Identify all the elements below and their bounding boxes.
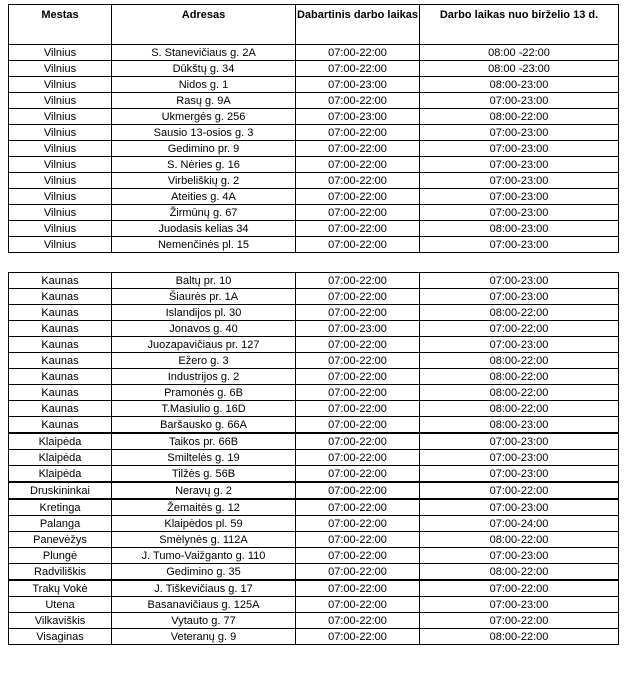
cell-new-hours: 08:00-22:00 (420, 629, 619, 645)
cell-address: Islandijos pl. 30 (112, 305, 296, 321)
cell-new-hours: 07:00-23:00 (420, 337, 619, 353)
cell-new-hours: 08:00-22:00 (420, 401, 619, 417)
cell-address: Ežero g. 3 (112, 353, 296, 369)
cell-new-hours: 07:00-23:00 (420, 450, 619, 466)
table-row (9, 466, 619, 483)
table-row (9, 77, 619, 93)
cell-new-hours: 07:00-23:00 (420, 237, 619, 253)
table-row (9, 189, 619, 205)
cell-address: Vytauto g. 77 (112, 613, 296, 629)
cell-address: Pramonės g. 6B (112, 385, 296, 401)
cell-new-hours: 07:00-23:00 (420, 173, 619, 189)
cell-city: Klaipėda (9, 433, 112, 450)
cell-new-hours: 07:00-22:00 (420, 482, 619, 499)
cell-current-hours: 07:00-22:00 (296, 157, 420, 173)
header-city: Mestas (9, 5, 112, 45)
cell-city: Kaunas (9, 385, 112, 401)
cell-city: Kaunas (9, 321, 112, 337)
cell-address: Žemaitės g. 12 (112, 499, 296, 516)
table-row (9, 61, 619, 77)
cell-current-hours: 07:00-22:00 (296, 613, 420, 629)
cell-city: Plungė (9, 548, 112, 564)
table-row (9, 205, 619, 221)
cell-new-hours: 07:00-23:00 (420, 205, 619, 221)
cell-current-hours: 07:00-22:00 (296, 205, 420, 221)
table-row (9, 597, 619, 613)
cell-address: Rasų g. 9A (112, 93, 296, 109)
cell-current-hours: 07:00-22:00 (296, 417, 420, 434)
cell-address: Tilžės g. 56B (112, 466, 296, 483)
cell-new-hours: 08:00-22:00 (420, 305, 619, 321)
cell-current-hours: 07:00-22:00 (296, 564, 420, 581)
cell-city: Klaipėda (9, 466, 112, 483)
cell-city: Vilnius (9, 61, 112, 77)
cell-new-hours: 07:00-23:00 (420, 548, 619, 564)
cell-city: Vilkaviškis (9, 613, 112, 629)
cell-address: S. Nėries g. 16 (112, 157, 296, 173)
cell-city: Visaginas (9, 629, 112, 645)
table-row (9, 337, 619, 353)
table-row (9, 482, 619, 499)
table-row (9, 125, 619, 141)
cell-city: Klaipėda (9, 450, 112, 466)
cell-new-hours: 08:00-23:00 (420, 77, 619, 93)
cell-new-hours: 07:00-23:00 (420, 597, 619, 613)
cell-new-hours: 07:00-22:00 (420, 580, 619, 597)
table-row (9, 237, 619, 253)
table-row (9, 548, 619, 564)
cell-new-hours: 07:00-23:00 (420, 125, 619, 141)
cell-new-hours: 08:00 -22:00 (420, 45, 619, 61)
table-row (9, 564, 619, 581)
cell-current-hours: 07:00-22:00 (296, 289, 420, 305)
cell-address: Basanavičiaus g. 125A (112, 597, 296, 613)
cell-city: Vilnius (9, 189, 112, 205)
cell-address: Jonavos g. 40 (112, 321, 296, 337)
cell-city: Vilnius (9, 157, 112, 173)
spacer-cell (9, 253, 619, 273)
cell-new-hours: 07:00-23:00 (420, 499, 619, 516)
cell-current-hours: 07:00-22:00 (296, 516, 420, 532)
cell-city: Panevėžys (9, 532, 112, 548)
cell-city: Vilnius (9, 125, 112, 141)
cell-city: Vilnius (9, 93, 112, 109)
table-row (9, 93, 619, 109)
cell-current-hours: 07:00-22:00 (296, 45, 420, 61)
cell-new-hours: 07:00-23:00 (420, 433, 619, 450)
group-spacer (9, 253, 619, 273)
header-new-hours: Darbo laikas nuo birželio 13 d. (420, 5, 619, 45)
cell-city: Vilnius (9, 109, 112, 125)
cell-new-hours: 07:00-22:00 (420, 321, 619, 337)
table-row (9, 321, 619, 337)
cell-address: Veteranų g. 9 (112, 629, 296, 645)
cell-new-hours: 07:00-23:00 (420, 141, 619, 157)
cell-address: Dūkštų g. 34 (112, 61, 296, 77)
cell-address: Žirmūnų g. 67 (112, 205, 296, 221)
table-row (9, 385, 619, 401)
cell-city: Kaunas (9, 273, 112, 289)
cell-city: Vilnius (9, 77, 112, 93)
cell-current-hours: 07:00-22:00 (296, 221, 420, 237)
cell-city: Vilnius (9, 141, 112, 157)
cell-current-hours: 07:00-22:00 (296, 189, 420, 205)
cell-address: Gedimino pr. 9 (112, 141, 296, 157)
cell-address: Smėlynės g. 112A (112, 532, 296, 548)
table-row (9, 613, 619, 629)
cell-current-hours: 07:00-22:00 (296, 141, 420, 157)
cell-new-hours: 08:00-22:00 (420, 564, 619, 581)
cell-address: Baltų pr. 10 (112, 273, 296, 289)
cell-city: Kaunas (9, 369, 112, 385)
cell-address: T.Masiulio g. 16D (112, 401, 296, 417)
cell-city: Vilnius (9, 205, 112, 221)
cell-address: Sausio 13-osios g. 3 (112, 125, 296, 141)
table-row (9, 273, 619, 289)
cell-current-hours: 07:00-22:00 (296, 237, 420, 253)
cell-city: Kaunas (9, 401, 112, 417)
cell-current-hours: 07:00-22:00 (296, 61, 420, 77)
cell-new-hours: 08:00-22:00 (420, 369, 619, 385)
cell-current-hours: 07:00-22:00 (296, 401, 420, 417)
cell-city: Radviliškis (9, 564, 112, 581)
cell-address: Smiltelės g. 19 (112, 450, 296, 466)
cell-new-hours: 08:00-23:00 (420, 417, 619, 434)
table-row (9, 305, 619, 321)
cell-current-hours: 07:00-22:00 (296, 273, 420, 289)
cell-address: Nidos g. 1 (112, 77, 296, 93)
cell-address: Klaipėdos pl. 59 (112, 516, 296, 532)
cell-address: Nemenčinės pl. 15 (112, 237, 296, 253)
cell-current-hours: 07:00-22:00 (296, 353, 420, 369)
cell-city: Kaunas (9, 353, 112, 369)
cell-city: Trakų Vokė (9, 580, 112, 597)
cell-current-hours: 07:00-22:00 (296, 125, 420, 141)
cell-city: Vilnius (9, 221, 112, 237)
table-row (9, 532, 619, 548)
cell-address: Ukmergės g. 256 (112, 109, 296, 125)
table-row (9, 417, 619, 434)
cell-city: Kaunas (9, 289, 112, 305)
table-row (9, 401, 619, 417)
cell-current-hours: 07:00-23:00 (296, 77, 420, 93)
cell-city: Kaunas (9, 305, 112, 321)
cell-new-hours: 07:00-23:00 (420, 157, 619, 173)
cell-city: Kaunas (9, 417, 112, 434)
cell-new-hours: 07:00-23:00 (420, 93, 619, 109)
cell-city: Utena (9, 597, 112, 613)
schedule-document (8, 4, 618, 645)
table-row (9, 141, 619, 157)
cell-new-hours: 08:00-22:00 (420, 353, 619, 369)
table-row (9, 353, 619, 369)
cell-address: Gedimino g. 35 (112, 564, 296, 581)
cell-new-hours: 08:00-22:00 (420, 532, 619, 548)
cell-current-hours: 07:00-22:00 (296, 369, 420, 385)
cell-city: Kaunas (9, 337, 112, 353)
cell-city: Kretinga (9, 499, 112, 516)
cell-city: Palanga (9, 516, 112, 532)
header-current-hours: Dabartinis darbo laikas (296, 5, 420, 45)
cell-new-hours: 07:00-23:00 (420, 189, 619, 205)
cell-address: J. Tiškevičiaus g. 17 (112, 580, 296, 597)
cell-current-hours: 07:00-22:00 (296, 629, 420, 645)
cell-new-hours: 07:00-24:00 (420, 516, 619, 532)
table-row (9, 157, 619, 173)
cell-current-hours: 07:00-22:00 (296, 433, 420, 450)
cell-current-hours: 07:00-22:00 (296, 532, 420, 548)
store-hours-table (8, 4, 619, 645)
cell-current-hours: 07:00-22:00 (296, 499, 420, 516)
cell-current-hours: 07:00-22:00 (296, 93, 420, 109)
cell-city: Vilnius (9, 45, 112, 61)
cell-new-hours: 08:00-22:00 (420, 109, 619, 125)
cell-address: Industrijos g. 2 (112, 369, 296, 385)
cell-current-hours: 07:00-22:00 (296, 466, 420, 483)
cell-address: Šiaurės pr. 1A (112, 289, 296, 305)
cell-current-hours: 07:00-22:00 (296, 450, 420, 466)
table-row (9, 499, 619, 516)
header-row (9, 5, 619, 45)
cell-current-hours: 07:00-22:00 (296, 337, 420, 353)
header-address: Adresas (112, 5, 296, 45)
cell-current-hours: 07:00-23:00 (296, 321, 420, 337)
cell-city: Vilnius (9, 173, 112, 189)
table-row (9, 433, 619, 450)
cell-address: Neravų g. 2 (112, 482, 296, 499)
cell-current-hours: 07:00-22:00 (296, 597, 420, 613)
cell-current-hours: 07:00-22:00 (296, 482, 420, 499)
cell-new-hours: 08:00-23:00 (420, 221, 619, 237)
cell-address: Baršausko g. 66A (112, 417, 296, 434)
table-row (9, 369, 619, 385)
table-row (9, 450, 619, 466)
cell-address: J. Tumo-Vaižganto g. 110 (112, 548, 296, 564)
cell-new-hours: 07:00-22:00 (420, 613, 619, 629)
table-row (9, 173, 619, 189)
table-row (9, 580, 619, 597)
cell-new-hours: 07:00-23:00 (420, 273, 619, 289)
cell-address: Virbeliškių g. 2 (112, 173, 296, 189)
table-row (9, 516, 619, 532)
table-row (9, 109, 619, 125)
table-row (9, 629, 619, 645)
cell-address: Taikos pr. 66B (112, 433, 296, 450)
cell-current-hours: 07:00-22:00 (296, 385, 420, 401)
cell-address: Juozapavičiaus pr. 127 (112, 337, 296, 353)
cell-address: S. Stanevičiaus g. 2A (112, 45, 296, 61)
cell-address: Ateities g. 4A (112, 189, 296, 205)
cell-new-hours: 08:00-22:00 (420, 385, 619, 401)
cell-current-hours: 07:00-23:00 (296, 109, 420, 125)
cell-current-hours: 07:00-22:00 (296, 580, 420, 597)
cell-address: Juodasis kelias 34 (112, 221, 296, 237)
table-row (9, 45, 619, 61)
cell-new-hours: 07:00-23:00 (420, 466, 619, 483)
cell-city: Druskininkai (9, 482, 112, 499)
table-row (9, 289, 619, 305)
cell-city: Vilnius (9, 237, 112, 253)
table-row (9, 221, 619, 237)
cell-current-hours: 07:00-22:00 (296, 548, 420, 564)
cell-current-hours: 07:00-22:00 (296, 173, 420, 189)
cell-new-hours: 08:00 -23:00 (420, 61, 619, 77)
cell-new-hours: 07:00-23:00 (420, 289, 619, 305)
table-body (9, 45, 619, 645)
cell-current-hours: 07:00-22:00 (296, 305, 420, 321)
